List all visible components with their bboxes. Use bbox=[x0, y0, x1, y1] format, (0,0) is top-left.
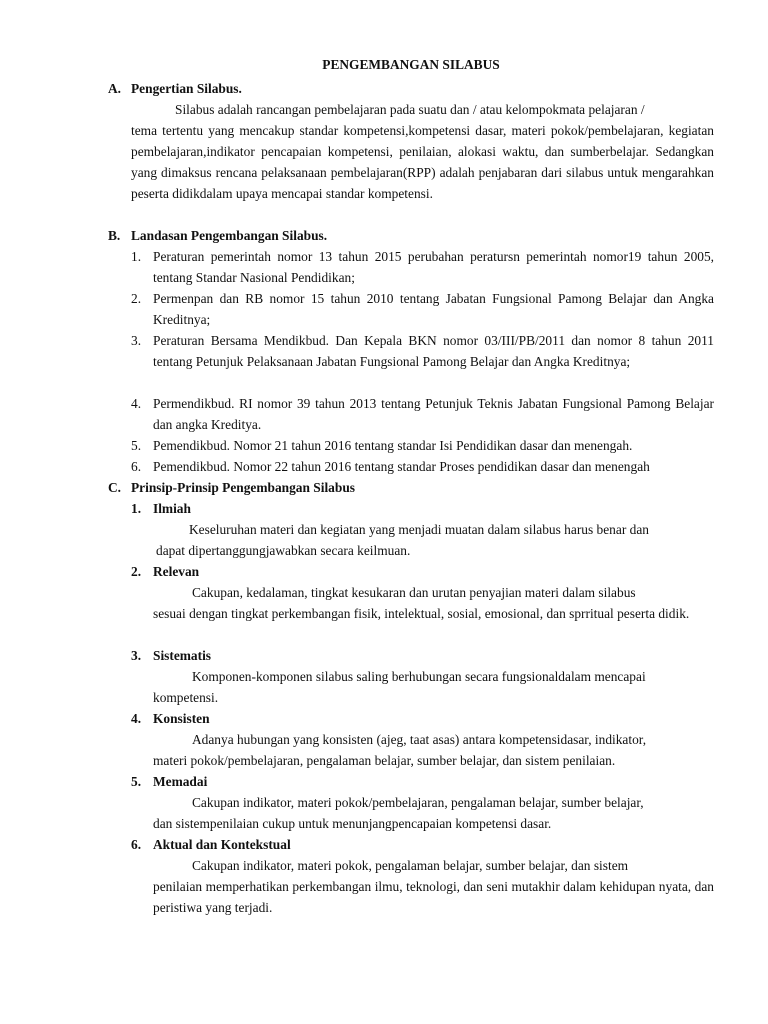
section-title: Pengertian Silabus. bbox=[131, 81, 242, 96]
prinsip-first-line: Komponen-komponen silabus saling berhubungan secara fungsionaldalam mencapai bbox=[192, 669, 646, 684]
list-number: 4. bbox=[131, 711, 142, 726]
prinsip-first-line: Cakupan indikator, materi pokok/pembelajaran, pengalaman belajar, sumber belajar, bbox=[192, 795, 644, 810]
prinsip-heading-konsisten bbox=[131, 708, 714, 729]
prinsip-paragraph: dan sistempenilaian cukup untuk menunjangpencapaian kompetensi dasar. bbox=[153, 816, 552, 831]
list-number: 6. bbox=[131, 459, 142, 474]
list-text: Peraturan pemerintah nomor 13 tahun 2015 perubahan peratursn pemerintah nomor19 tahun 2005, tentang Standar Nasional Pendidikan; bbox=[153, 249, 714, 285]
prinsip-heading-aktual bbox=[131, 834, 714, 855]
prinsip-first-line: Cakupan, kedalaman, tingkat kesukaran dan urutan penyajian materi dalam silabus bbox=[192, 585, 636, 600]
prinsip-heading-ilmiah bbox=[131, 498, 714, 519]
section-a-heading bbox=[108, 78, 714, 99]
landasan-item bbox=[131, 246, 714, 288]
prinsip-paragraph: materi pokok/pembelajaran, pengalaman belajar, sumber belajar, dan sistem penilaian. bbox=[153, 753, 616, 768]
pengertian-first-line: Silabus adalah rancangan pembelajaran pada suatu dan / atau kelompokmata pelajaran / bbox=[175, 102, 645, 117]
prinsip-first-line: Cakupan indikator, materi pokok, pengalaman belajar, sumber belajar, dan sistem bbox=[192, 858, 629, 873]
section-letter: A. bbox=[108, 81, 122, 96]
prinsip-paragraph: kompetensi. bbox=[153, 690, 219, 705]
landasan-item bbox=[131, 288, 714, 330]
section-letter: C. bbox=[108, 480, 122, 495]
list-number: 5. bbox=[131, 774, 142, 789]
list-text: Pemendikbud. Nomor 22 tahun 2016 tentang standar Proses pendidikan dasar dan menengah bbox=[153, 459, 650, 474]
section-title: Landasan Pengembangan Silabus. bbox=[131, 228, 328, 243]
prinsip-title: Ilmiah bbox=[153, 501, 191, 516]
section-letter: B. bbox=[108, 228, 121, 243]
list-text: Peraturan Bersama Mendikbud. Dan Kepala BKN nomor 03/III/PB/2011 dan nomor 8 tahun 2011 tentang Petunjuk Pelaksanaan Jabatan Fungsional Pamong Belajar dan Angka Kreditnya; bbox=[153, 333, 714, 369]
list-text: Permendikbud. RI nomor 39 tahun 2013 tentang Petunjuk Teknis Jabatan Fungsional Pamong Belajar dan angka Kreditya. bbox=[153, 396, 714, 432]
prinsip-title: Memadai bbox=[153, 774, 208, 789]
list-number: 6. bbox=[131, 837, 142, 852]
landasan-item bbox=[131, 393, 714, 435]
landasan-item bbox=[131, 456, 714, 477]
prinsip-title: Konsisten bbox=[153, 711, 210, 726]
list-text: Permenpan dan RB nomor 15 tahun 2010 tentang Jabatan Fungsional Pamong Belajar dan Angka Kreditnya; bbox=[153, 291, 714, 327]
landasan-item bbox=[131, 330, 714, 372]
landasan-item bbox=[131, 435, 714, 456]
list-number: 1. bbox=[131, 501, 142, 516]
section-b-heading bbox=[108, 225, 714, 246]
prinsip-paragraph: dapat dipertanggungjawabkan secara keilmuan. bbox=[156, 543, 411, 558]
list-text: Pemendikbud. Nomor 21 tahun 2016 tentang standar Isi Pendidikan dasar dan menengah. bbox=[153, 438, 633, 453]
section-title: Prinsip-Prinsip Pengembangan Silabus bbox=[131, 480, 355, 495]
list-number: 2. bbox=[131, 564, 142, 579]
list-number: 1. bbox=[131, 249, 142, 264]
prinsip-paragraph: penilaian memperhatikan perkembangan ilmu, teknologi, dan seni mutakhir dalam kehidupan nyata, dan peristiwa yang terjadi. bbox=[153, 879, 714, 915]
prinsip-first-line: Keseluruhan materi dan kegiatan yang menjadi muatan dalam silabus harus benar dan bbox=[189, 522, 649, 537]
list-number: 2. bbox=[131, 291, 142, 306]
list-number: 5. bbox=[131, 438, 142, 453]
prinsip-paragraph: sesuai dengan tingkat perkembangan fisik, intelektual, sosial, emosional, dan sprritual peserta didik. bbox=[153, 606, 690, 621]
list-number: 3. bbox=[131, 333, 142, 348]
prinsip-heading-sistematis bbox=[131, 645, 714, 666]
section-c-heading bbox=[108, 477, 714, 498]
pengertian-paragraph: tema tertentu yang mencakup standar kompetensi,kompetensi dasar, materi pokok/pembelajaran, kegiatan pembelajaran,indikator pencapaian kompetensi, penilaian, alokasi waktu, dan sumberbelajar. Sedangkan yang dimaksus rencana pelaksanaan pembelajaran(RPP) adalah penjabaran dari silabus untuk mengarahkan peserta didikdalam upaya mencapai standar kompetensi. bbox=[131, 123, 714, 201]
prinsip-title: Aktual dan Kontekstual bbox=[153, 837, 291, 852]
prinsip-title: Relevan bbox=[153, 564, 200, 579]
prinsip-heading-relevan bbox=[131, 561, 714, 582]
prinsip-title: Sistematis bbox=[153, 648, 212, 663]
prinsip-heading-memadai bbox=[131, 771, 714, 792]
list-number: 3. bbox=[131, 648, 142, 663]
document-title: PENGEMBANGAN SILABUS bbox=[322, 57, 500, 72]
list-number: 4. bbox=[131, 396, 142, 411]
prinsip-first-line: Adanya hubungan yang konsisten (ajeg, taat asas) antara kompetensidasar, indikator, bbox=[192, 732, 647, 747]
